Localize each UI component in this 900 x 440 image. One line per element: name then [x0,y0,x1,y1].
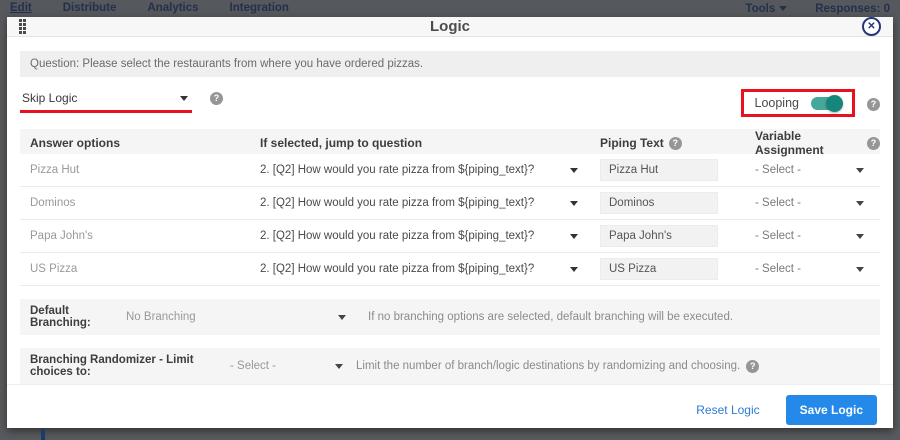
variable-assignment-dropdown[interactable] [745,263,880,275]
chevron-down-icon [338,315,346,320]
piping-cell [598,159,745,181]
piping-text-input[interactable] [600,225,718,247]
variable-assignment-value: - Select - [755,164,802,176]
randomizer-description-text: Limit the number of branch/logic destinations by randomizing and choosing. [356,360,741,372]
jump-question-value: 2. [Q2] How would you rate pizza from ${piping_text}? [260,164,535,176]
modal-body [7,37,893,437]
logic-type-dropdown[interactable] [20,89,192,107]
background-page-fragment [41,429,45,440]
logic-type-select-wrap [20,89,192,113]
randomizer-label: Branching Randomizer - Limit choices to: [30,354,194,378]
col-header-variable [745,129,880,157]
table-row [20,220,880,253]
variable-assignment-value: - Select - [755,263,802,275]
modal-footer [7,384,893,437]
chevron-down-icon [856,168,864,173]
chevron-down-icon [570,168,578,173]
variable-assignment-dropdown[interactable] [745,197,880,209]
close-icon[interactable]: ✕ [862,17,881,36]
help-icon[interactable]: ? [210,92,223,105]
chevron-down-icon [570,201,578,206]
variable-assignment-dropdown[interactable] [745,230,880,242]
logic-modal [7,17,893,428]
piping-cell [598,258,745,280]
drag-handle-icon[interactable] [19,19,26,34]
piping-text-input[interactable] [600,192,718,214]
branching-table [20,129,880,286]
responses-count[interactable]: Responses: 0 [815,2,890,15]
chevron-down-icon [570,267,578,272]
table-header-row [20,129,880,157]
modal-header [7,17,893,37]
default-branching-dropdown[interactable] [126,311,346,323]
chevron-down-icon [180,96,188,101]
help-icon[interactable]: ? [746,360,759,373]
help-icon[interactable]: ? [867,137,880,150]
nav-integration[interactable]: Integration [229,2,289,14]
piping-text-input[interactable] [600,258,718,280]
jump-question-dropdown[interactable] [250,197,598,209]
looping-annotation-box [741,89,856,117]
reset-logic-link[interactable]: Reset Logic [696,403,760,417]
piping-cell [598,225,745,247]
chevron-down-icon [779,6,787,11]
nav-edit[interactable]: Edit [10,2,32,14]
jump-question-value: 2. [Q2] How would you rate pizza from ${piping_text}? [260,230,535,242]
variable-header-label: Variable Assignment [755,129,824,157]
col-header-jump: If selected, jump to question [260,136,423,150]
save-logic-button[interactable]: Save Logic [786,395,877,425]
variable-assignment-dropdown[interactable] [745,164,880,176]
randomizer-dropdown[interactable] [230,360,343,372]
logic-type-row [20,89,880,117]
question-text: Question: Please select the restaurants from where you have ordered pizzas. [20,51,880,77]
table-row [20,154,880,187]
top-nav-bar [0,0,900,17]
table-row [20,187,880,220]
default-branching-label: Default Branching: [30,305,91,329]
tools-label: Tools [745,2,776,15]
chevron-down-icon [856,234,864,239]
modal-title: Logic [430,18,470,35]
logic-type-value: Skip Logic [22,91,78,105]
col-header-piping [598,136,745,150]
default-branching-description: If no branching options are selected, default branching will be executed. [368,311,734,323]
default-branching-section [20,299,880,335]
variable-assignment-value: - Select - [755,197,802,209]
chevron-down-icon [335,364,343,369]
randomizer-description [356,360,759,373]
nav-distribute[interactable]: Distribute [62,2,117,14]
jump-question-dropdown[interactable] [250,263,598,275]
help-icon[interactable]: ? [867,98,880,111]
toggle-knob-icon [826,95,843,112]
chevron-down-icon [570,234,578,239]
branching-randomizer-section [20,348,880,384]
jump-question-dropdown[interactable] [250,164,598,176]
table-row [20,253,880,286]
logic-type-left [20,89,223,113]
jump-question-value: 2. [Q2] How would you rate pizza from ${piping_text}? [260,263,535,275]
looping-area [741,89,881,117]
col-header-answer: Answer options [30,136,121,150]
jump-question-dropdown[interactable] [250,230,598,242]
nav-analytics[interactable]: Analytics [147,2,199,14]
piping-header-label: Piping Text [600,136,664,150]
looping-label: Looping [754,96,799,110]
piping-cell [598,192,745,214]
jump-question-value: 2. [Q2] How would you rate pizza from ${piping_text}? [260,197,535,209]
answer-option-label: US Pizza [30,263,78,275]
looping-toggle[interactable] [811,97,841,110]
chevron-down-icon [856,201,864,206]
piping-text-input[interactable] [600,159,718,181]
answer-option-label: Papa John's [30,230,93,242]
default-branching-value: No Branching [126,311,196,323]
answer-option-label: Dominos [30,197,76,209]
red-underline-annotation [20,110,192,113]
tools-menu[interactable] [745,3,787,15]
help-icon[interactable]: ? [669,137,682,150]
variable-assignment-value: - Select - [755,230,802,242]
chevron-down-icon [856,267,864,272]
table-body [20,154,880,286]
answer-option-label: Pizza Hut [30,164,80,176]
randomizer-value: - Select - [230,360,277,372]
